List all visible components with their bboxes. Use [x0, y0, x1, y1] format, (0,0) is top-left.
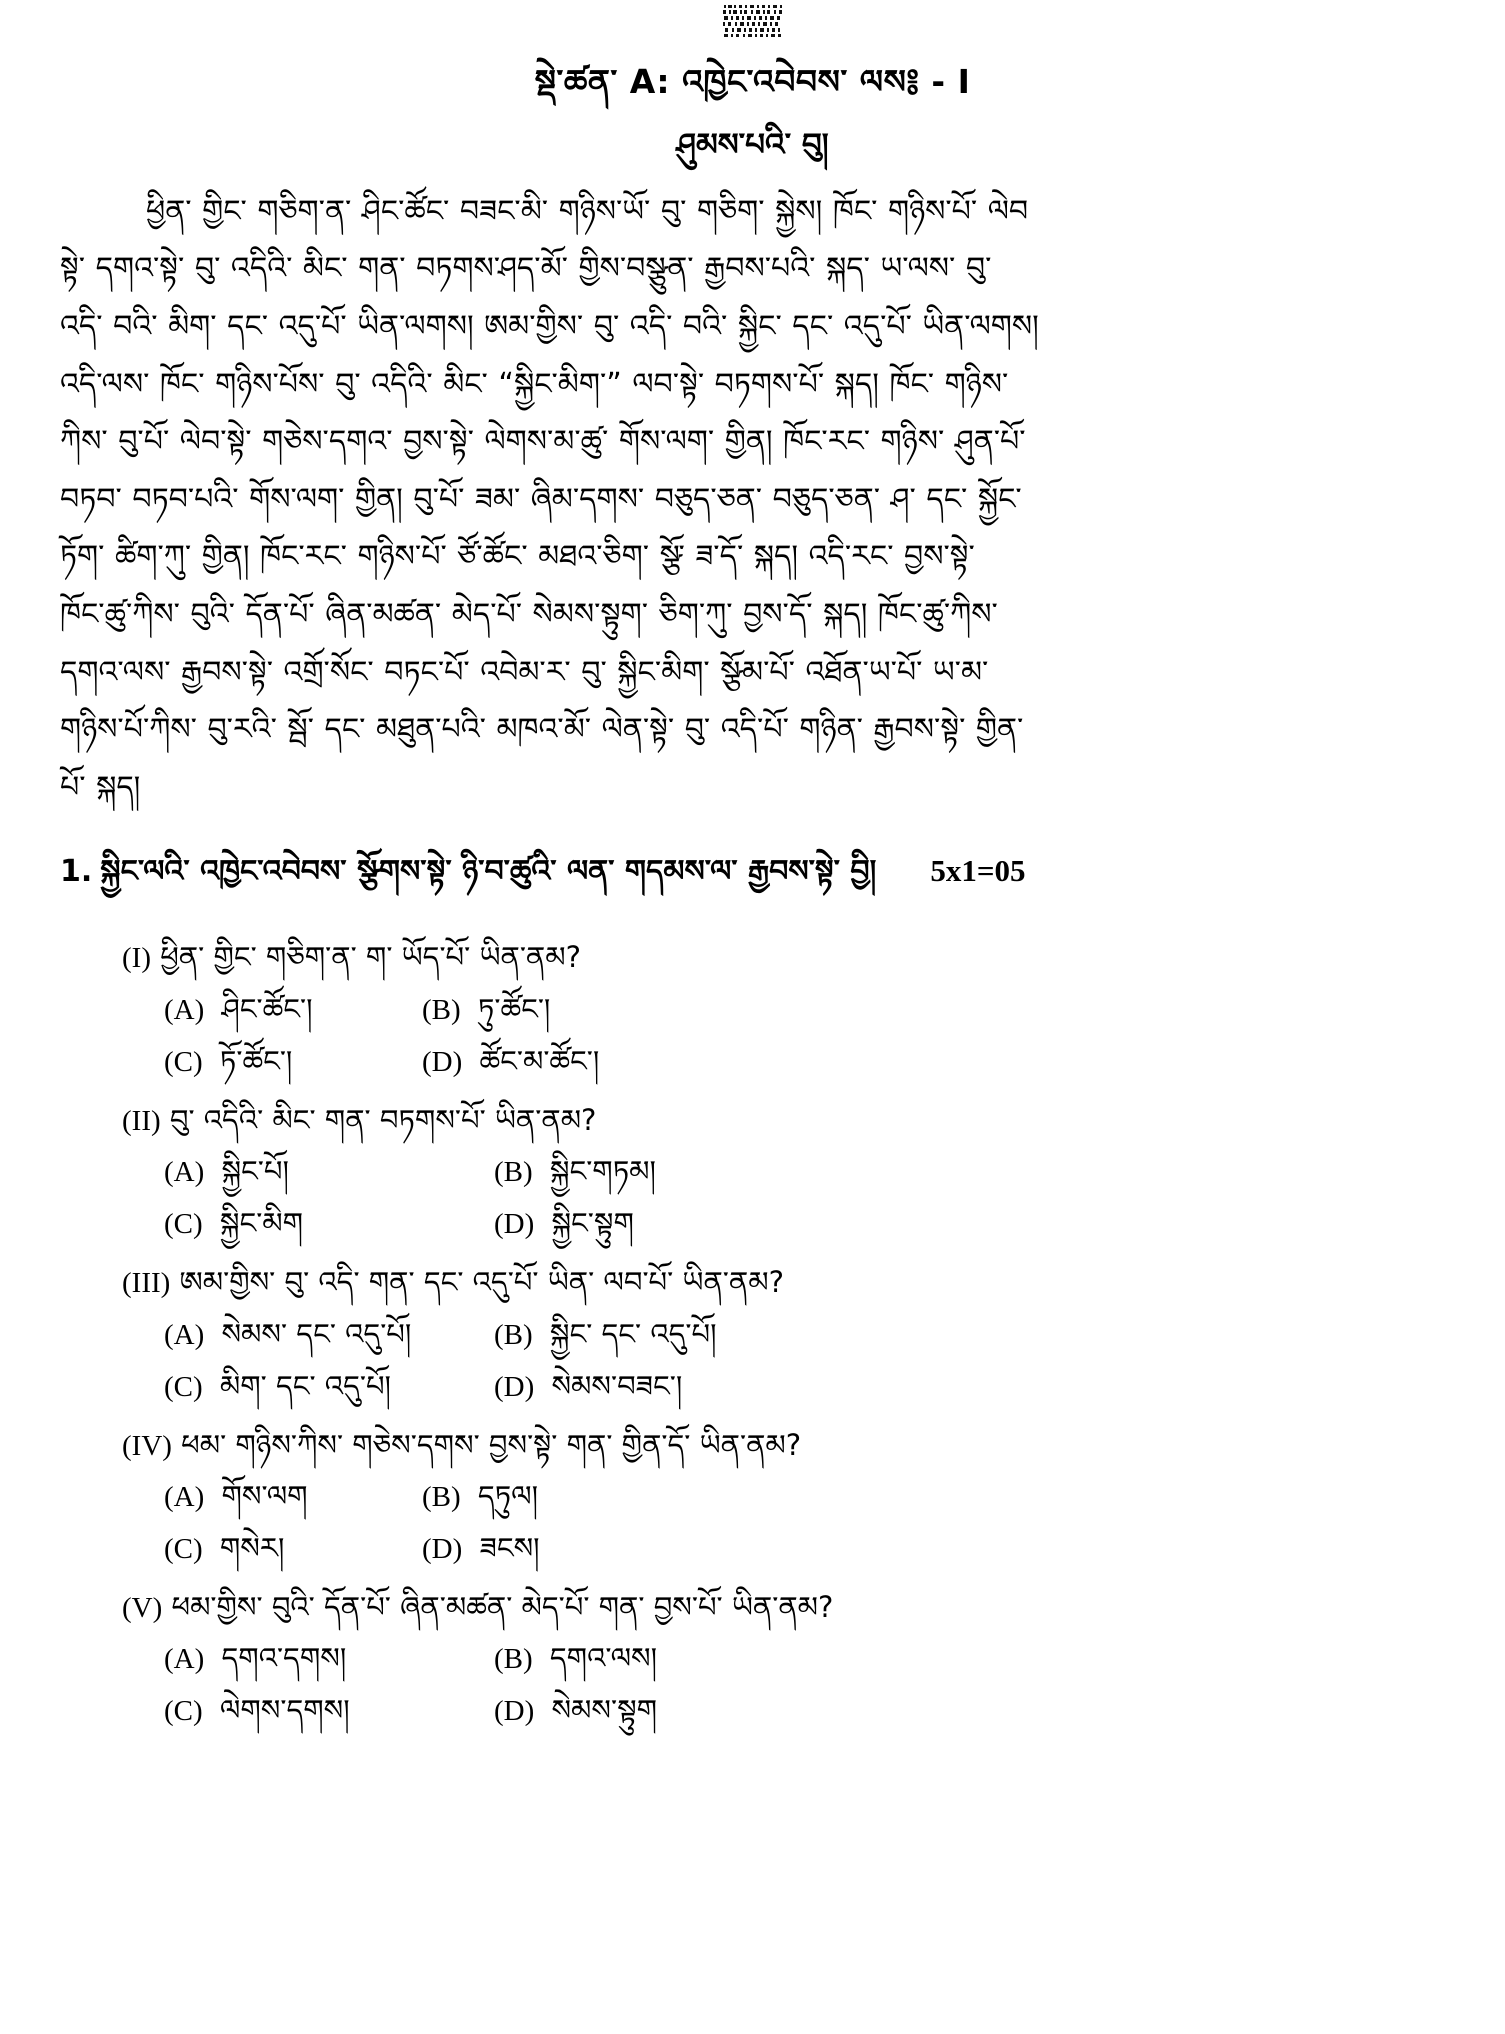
sub-question-3 [60, 1261, 1445, 1409]
option-tag: (B) [494, 1643, 533, 1676]
sub-question-text: ཨམ་གྱིས་ བུ་ འདི་ གན་ དང་ འདུ་པོ་ ཡིན་ ལབ་པོ་ ཡིན་ནམ? [179, 1265, 784, 1300]
passage-line: བཏབ་ བཏབ་པའི་ གོས་ལག་ གྱིན། བུ་པོ་ ཟམ་ ཞིམ་དགས་ བཅུད་ཅན་ བཅུད་ཅན་ ཤ་ དང་ སྐྱོང་ [60, 481, 1022, 517]
option-tag: (C) [164, 1045, 203, 1078]
passage-line: གཉིས་པོ་ཀིས་ བུ་རའི་ སྦོ་ དང་ མཐུན་པའི་ མཁའ་མོ་ ལེན་སྟེ་ བུ་ འདི་པོ་ གཉིན་ རྒྱབས་སྟེ་ གྱིན་ [60, 712, 1024, 748]
option-label: སྐྱིང་གཏམ། [549, 1154, 656, 1189]
option-row [60, 1312, 1445, 1358]
option-label: སེམས་སྟུག [551, 1693, 658, 1728]
passage-line: འདི་ བའི་ མིག་ དང་ འདུ་པོ་ ཡིན་ལགས། ཨམ་གྱིས་ བུ་ འདི་ བའི་ སྐྱིང་ དང་ འདུ་པོ་ ཡིན་ལགས། [60, 309, 1039, 345]
passage-line: ཕྱིན་ གྱིང་ གཅིག་ན་ ཤིང་ཚོང་ བཟང་མི་ གཉིས་ཡོ་ བུ་ གཅིག་ སྐྱེས། ཁོང་ གཉིས་པོ་ ལེབ [146, 193, 1029, 229]
option-row [60, 1201, 1445, 1247]
option-row [60, 1474, 1445, 1520]
option-tag: (A) [164, 1643, 205, 1676]
option-tag: (C) [164, 1370, 203, 1403]
option-a[interactable] [164, 1149, 494, 1195]
option-tag: (B) [422, 1481, 461, 1513]
sub-question-stem [60, 1099, 1445, 1144]
option-a[interactable] [164, 987, 422, 1033]
option-tag: (D) [494, 1208, 535, 1241]
option-tag: (C) [164, 1532, 203, 1565]
option-a[interactable] [164, 1636, 494, 1682]
sub-question-text: ཕྱིན་ གྱིང་ གཅིག་ན་ ག་ ཡོད་པོ་ ཡིན་ནམ? [160, 940, 581, 975]
sub-question-1 [60, 936, 1445, 1084]
option-label: ལེགས་དགས། [219, 1693, 350, 1728]
option-label: སེམས་བཟང་། [551, 1368, 683, 1403]
option-tag: (A) [164, 1318, 205, 1351]
passage-line: ཁོང་ཚུ་ཀིས་ བུའི་ དོན་པོ་ ཞིན་མཚན་ མེད་པོ་ སེམས་སྟུག་ ཅིག་ཀུ་ བྱས་དོ་ སྐད། ཁོང་ཚུ་ཀིས་ [60, 597, 998, 632]
option-tag: (D) [494, 1370, 535, 1403]
sub-question-stem [60, 1424, 1445, 1469]
option-label: དགའ་ལས། [549, 1641, 658, 1676]
option-row [60, 1526, 1445, 1572]
option-label: དགའ་དགས། [221, 1641, 347, 1676]
option-tag: (D) [494, 1695, 535, 1728]
option-label: ཏོ་ཚོང་། [219, 1043, 293, 1078]
option-d[interactable] [494, 1364, 682, 1410]
option-tag: (D) [422, 1045, 463, 1078]
question-number: 1. [60, 854, 93, 890]
option-d[interactable] [422, 1039, 599, 1085]
sub-question-stem [60, 936, 1445, 981]
sub-question-stem [60, 1261, 1445, 1306]
option-row [60, 987, 1445, 1033]
option-row [60, 1364, 1445, 1410]
passage-line: འདི་ལས་ ཁོང་ གཉིས་པོས་ བུ་ འདིའི་ མིང་ “སྐྱིང་མིག་” ལབ་སྟེ་ བཏགས་པོ་ སྐད། ཁོང་ གཉིས་ [60, 366, 1009, 402]
option-c[interactable] [164, 1201, 494, 1247]
sub-question-text: ཕམ་ གཉིས་ཀིས་ གཅེས་དགས་ བྱས་སྟེ་ གན་ གྱིན་དོ་ ཡིན་ནམ? [181, 1427, 802, 1462]
option-label: མིག་ དང་ འདུ་པོ། [219, 1368, 391, 1403]
option-d[interactable] [494, 1201, 634, 1247]
option-label: གསེར། [219, 1530, 285, 1565]
paper-title: སྡེ་ཚན་ A: འཁྱེང་འབེབས་ ལས༔ - I [534, 62, 971, 101]
option-label: སྐྱིང་སྟུག [551, 1206, 634, 1241]
option-label: དཏུལ། [477, 1479, 539, 1513]
passage-line: པོ་ སྐད། [60, 769, 141, 805]
question-1-block [60, 838, 1445, 1734]
option-tag: (B) [494, 1318, 533, 1351]
option-tag: (A) [164, 1481, 205, 1513]
passage-line: སྟེ་ དགའ་སྟེ་ བུ་ འདིའི་ མིང་ གན་ བཏགས་ཤད་མོ་ གྱིས་བསྩུན་ རྒྱབས་པའི་ སྐད་ ཡ་ལས་ བུ་ [60, 251, 992, 287]
option-row [60, 1149, 1445, 1195]
option-label: གོས་ལག [221, 1479, 308, 1513]
option-d[interactable] [494, 1688, 657, 1734]
option-c[interactable] [164, 1364, 494, 1410]
sub-question-2 [60, 1099, 1445, 1247]
option-c[interactable] [164, 1039, 422, 1085]
sub-question-roman: (V) [122, 1591, 163, 1624]
option-a[interactable] [164, 1312, 494, 1358]
option-tag: (C) [164, 1695, 203, 1728]
question-1-heading [60, 838, 1445, 922]
sub-question-roman: (II) [122, 1104, 161, 1137]
option-c[interactable] [164, 1526, 422, 1572]
passage-line: ཏོག་ ཚིག་ཀུ་ གྱིན། ཁོང་རང་ གཉིས་པོ་ ཙོ་ཚོང་ མཐའ་ཅིག་ སྩོ་ ཟ་དོ་ སྐད། འདི་རང་ བྱས་སྟེ་ [60, 539, 975, 575]
sub-question-roman: (I) [122, 942, 151, 975]
option-tag: (A) [164, 993, 205, 1026]
option-b[interactable] [422, 987, 550, 1033]
option-label: སྐྱིང་ དང་ འདུ་པོ། [549, 1316, 717, 1351]
option-tag: (A) [164, 1156, 205, 1189]
passage-line: ཀིས་ བུ་པོ་ ལེབ་སྟེ་ གཅེས་དགའ་ བྱས་སྟེ་ ལེགས་མ་ཚུ་ གོས་ལག་ གྱིན། ཁོང་རང་ གཉིས་ ཤུན་པོ་ [60, 424, 1026, 460]
option-label: སེམས་ དང་ འདུ་པོ། [221, 1316, 412, 1351]
sub-question-roman: (III) [122, 1267, 171, 1300]
option-b[interactable] [494, 1312, 717, 1358]
option-label: ཏུ་ཚོང་། [477, 991, 551, 1026]
question-instruction: སྐྱིང་ལའི་ འཁྱེང་འབེབས་ སྩོགས་སྟེ་ ཉི་བ་ཚུའི་ ལན་ གདམས་ལ་ རྒྱབས་སྟེ་ བྱི། [100, 854, 877, 890]
sub-question-5 [60, 1586, 1445, 1734]
option-a[interactable] [164, 1474, 422, 1520]
option-label: སྐྱིང་པོ། [221, 1154, 289, 1189]
sub-question-stem [60, 1586, 1445, 1631]
barcode-container [60, 0, 1445, 44]
option-row [60, 1039, 1445, 1085]
option-tag: (B) [494, 1156, 533, 1189]
barcode-icon [722, 4, 784, 38]
option-d[interactable] [422, 1526, 540, 1572]
reading-passage [60, 183, 1445, 817]
option-tag: (D) [422, 1532, 463, 1565]
option-row [60, 1688, 1445, 1734]
option-tag: (B) [422, 993, 461, 1026]
option-c[interactable] [164, 1688, 494, 1734]
option-b[interactable] [494, 1636, 657, 1682]
sub-question-4 [60, 1424, 1445, 1572]
option-b[interactable] [494, 1149, 656, 1195]
option-label: སྐྱིང་མིག [219, 1206, 304, 1241]
sub-question-text: བུ་ འདིའི་ མིང་ གན་ བཏགས་པོ་ ཡིན་ནམ? [169, 1102, 597, 1137]
option-row [60, 1636, 1445, 1682]
paper-subtitle: ཤུམས་པའི་ བུ། [676, 126, 829, 163]
question-marks: 5x1=05 [930, 853, 1026, 889]
sub-question-text: ཕམ་གྱིས་ བུའི་ དོན་པོ་ ཞིན་མཚན་ མེད་པོ་ གན་ བྱས་པོ་ ཡིན་ནམ? [171, 1589, 834, 1624]
option-label: ཟངས། [479, 1530, 540, 1565]
passage-line: དགའ་ལས་ རྒྱབས་སྟེ་ འགྲོ་སོང་ བཏང་པོ་ འབེམ་ར་ བུ་ སྐྱིང་མིག་ སྩོམ་པོ་ འཐོན་ཡ་པོ་ ཡ་མ་ [60, 654, 989, 690]
option-label: ཚོང་མ་ཚོང་། [479, 1043, 600, 1078]
option-label: ཤིང་ཚོང་། [221, 991, 313, 1026]
option-b[interactable] [422, 1474, 538, 1520]
option-tag: (C) [164, 1208, 203, 1241]
sub-question-roman: (IV) [122, 1429, 172, 1462]
